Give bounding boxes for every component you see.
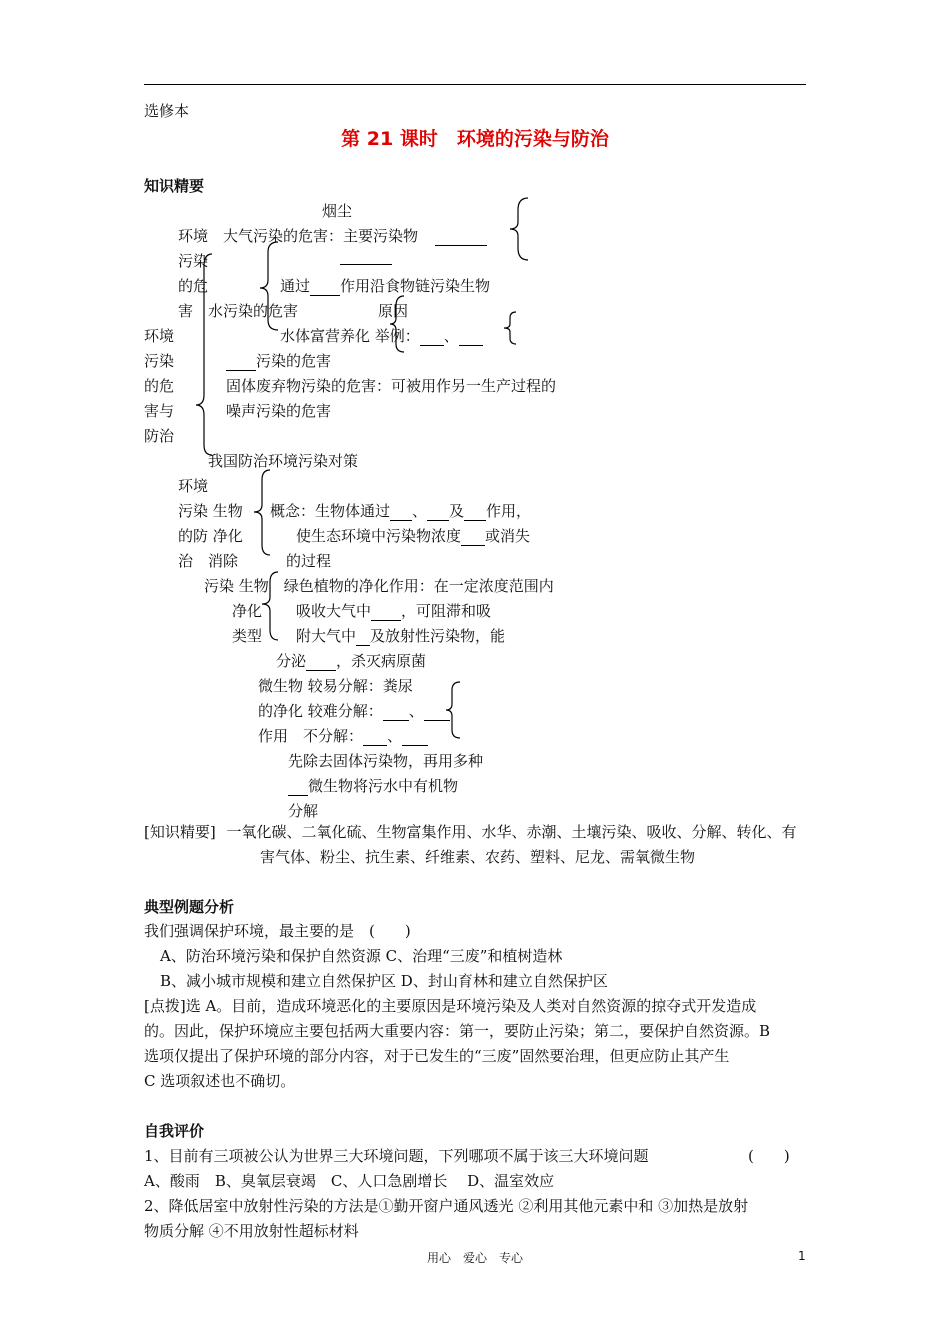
outline-line: 环境 大气污染的危害：主要污染物: [178, 226, 487, 246]
outline-line: 污染 生物 绿色植物的净化作用：在一定浓度范围内: [204, 577, 554, 595]
section-heading-examples: 典型例题分析: [144, 898, 235, 916]
option-line: B、减小城市规模和建立自然保护区 D、封山育林和建立自然保护区: [160, 972, 608, 990]
outline-line: 分泌 ，杀灭病原菌: [276, 652, 427, 670]
outline-line: 污染: [178, 252, 209, 270]
outline-line: 使生态环境中污染物浓度 或消失: [296, 527, 531, 545]
question-text: 我们强调保护环境，最主要的是 ( ): [144, 922, 411, 940]
outline-line: 微生物 较易分解：粪尿: [258, 677, 413, 695]
outline-line: 污染的危害: [226, 351, 331, 371]
outline-line: 先除去固体污染物，再用多种: [288, 752, 484, 770]
question-text: 2、降低居室中放射性污染的方法是①勤开窗户通风透光 ②利用其他元素中和 ③加热是放射: [144, 1197, 749, 1215]
outline-line: 害 水污染的危害: [178, 302, 299, 320]
outline-line: 噪声污染的危害: [226, 402, 332, 420]
outline-line: 的过程: [286, 552, 332, 570]
footer-text: 用心 爱心 专心: [426, 1251, 523, 1265]
answer-paren: ( ): [748, 1147, 790, 1165]
section-heading-self-eval: 自我评价: [144, 1122, 205, 1140]
header-rule: [144, 84, 806, 85]
outline-line: 净化: [232, 602, 263, 620]
question-text: 1、目前有三项被公认为世界三大环境问题，下列哪项不属于该三大环境问题: [144, 1147, 649, 1165]
brace-shape: [504, 312, 516, 344]
outline-line: 我国防治环境污染对策: [208, 452, 359, 470]
outline-line: 吸收大气中 ，可阻滞和吸: [296, 602, 492, 620]
answers-text: 一氧化碳、二氧化硫、生物富集作用、水华、赤潮、土壤污染、吸收、分解、转化、有: [226, 823, 797, 841]
outline-line: 污染 生物: [178, 502, 243, 520]
question-text: 物质分解 ④不用放射性超标材料: [144, 1222, 359, 1240]
brace-shape: [254, 470, 270, 555]
outline-line: 防治: [144, 427, 175, 445]
outline-line: 的危: [178, 277, 209, 295]
blank-line: [435, 229, 487, 246]
outline-line: 的净化 较难分解： 、: [258, 701, 450, 721]
section-heading-knowledge: 知识精要: [144, 177, 205, 195]
outline-line: 分解: [288, 802, 319, 820]
blank-line: [340, 245, 392, 265]
outline-line: 烟尘: [322, 202, 353, 220]
outline-line: 通过 作用沿食物链污染生物: [280, 277, 491, 295]
page-title: 第 21 课时 环境的污染与防治: [341, 128, 609, 150]
outline-line: 原因: [378, 302, 409, 320]
answers-line: [144, 822, 797, 842]
outline-line: 环境: [178, 477, 209, 495]
answers-label: [知识精要]: [144, 823, 216, 841]
outline-line: 概念：生物体通过 、 及 作用，: [270, 502, 532, 520]
hint-text: C 选项叙述也不确切。: [144, 1072, 296, 1090]
hint-text: 选项仅提出了保护环境的部分内容，对于已发生的“三废”固然要治理，但更应防止其产生: [144, 1047, 730, 1065]
outline-line: 治 消除: [178, 552, 239, 570]
page-number: 1: [798, 1249, 806, 1263]
outline-line: 类型: [232, 627, 263, 645]
outline-line: 害与: [144, 402, 175, 420]
brace-shape: [510, 198, 528, 260]
hint-text: [点拨]选 A。目前，造成环境恶化的主要原因是环境污染及人类对自然资源的掠夺式开发造成: [144, 997, 757, 1015]
outline-line: 作用 不分解： 、: [258, 726, 428, 746]
outline-line: 的危: [144, 377, 175, 395]
outline-line: 水体富营养化 举例： 、: [280, 326, 483, 346]
outline-line: 固体废弃物污染的危害：可被用作另一生产过程的: [226, 377, 557, 395]
header-text: 选修本: [144, 102, 190, 120]
hint-text: 的。因此，保护环境应主要包括两大重要内容：第一，要防止污染；第二，要保护自然资源。B: [144, 1022, 771, 1040]
outline-line: 环境: [144, 327, 175, 345]
outline-line: 污染: [144, 352, 175, 370]
outline-line: 微生物将污水中有机物: [288, 776, 458, 796]
answers-text: 害气体、粉尘、抗生素、纤维素、农药、塑料、尼龙、需氧微生物: [260, 848, 696, 866]
option-line: A、防治环境污染和保护自然资源 C、治理“三废”和植树造林: [160, 947, 563, 965]
option-line: A、酸雨 B、臭氧层衰竭 C、人口急剧增长 D、温室效应: [144, 1172, 555, 1190]
outline-line: 附大气中 及放射性污染物，能: [296, 627, 506, 645]
outline-line: 的防 净化: [178, 527, 243, 545]
